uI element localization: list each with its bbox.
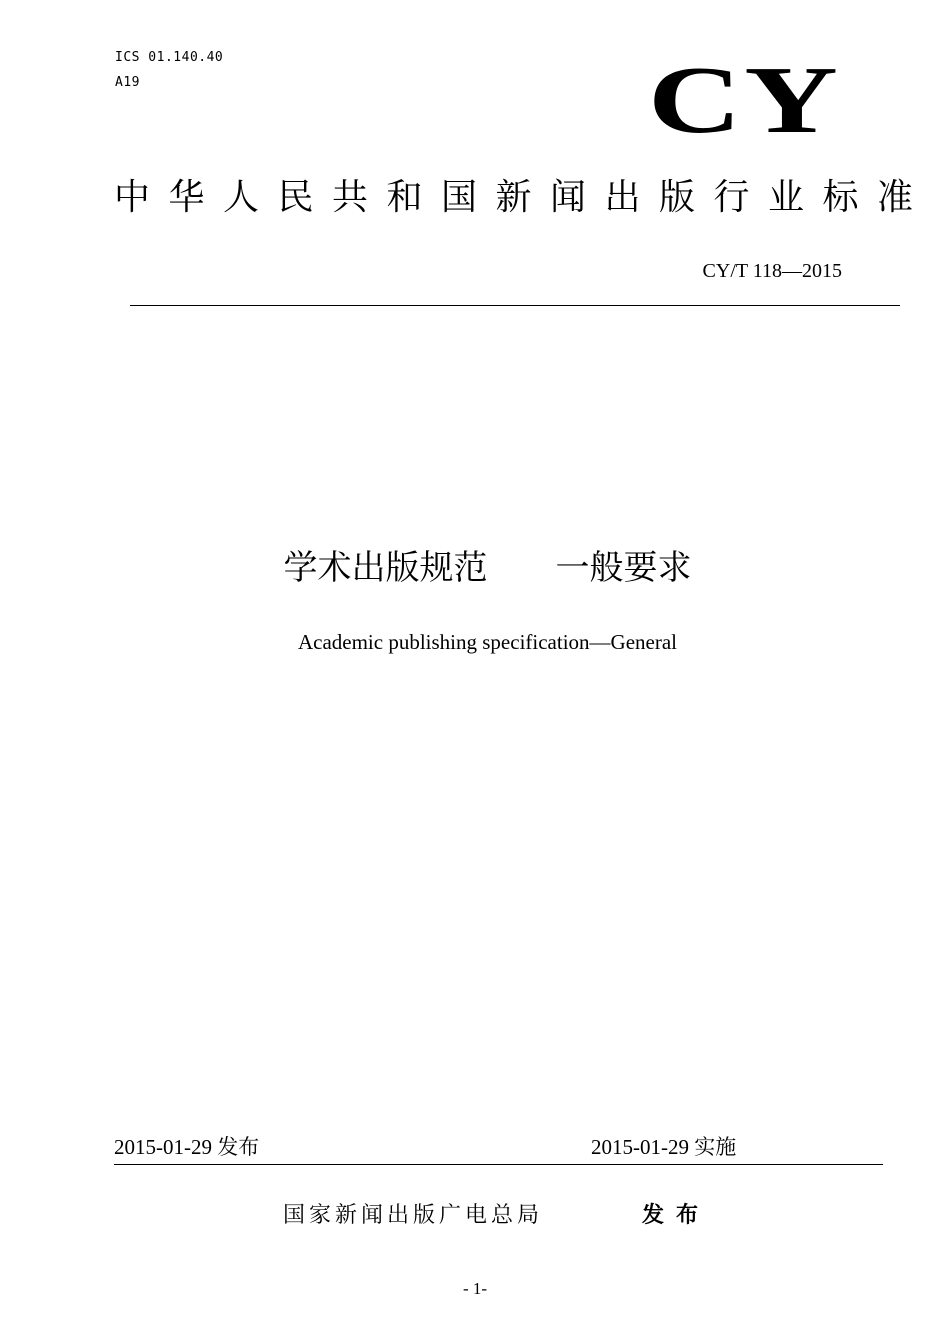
publish-label: 发布 bbox=[642, 1203, 711, 1228]
implementation-date: 2015-01-29 实施 bbox=[591, 1135, 737, 1159]
document-title-english: Academic publishing specification—General bbox=[297, 630, 678, 654]
publisher-name: 国家新闻出版广电总局 bbox=[283, 1203, 544, 1228]
document-title-chinese: 学术出版规范 一般要求 bbox=[283, 548, 692, 588]
ics-code: ICS 01.140.40 bbox=[115, 50, 224, 65]
classification-code: A19 bbox=[115, 75, 140, 90]
standard-number: CY/T 118—2015 bbox=[702, 260, 842, 282]
top-divider bbox=[130, 305, 900, 306]
issue-date: 2015-01-29 发布 bbox=[114, 1135, 260, 1159]
cy-logo: CY bbox=[648, 46, 841, 153]
page-number: - 1- bbox=[462, 1279, 488, 1298]
bottom-divider bbox=[114, 1164, 883, 1165]
standard-title: 中华人民共和国新闻出版行业标准 bbox=[114, 177, 932, 218]
